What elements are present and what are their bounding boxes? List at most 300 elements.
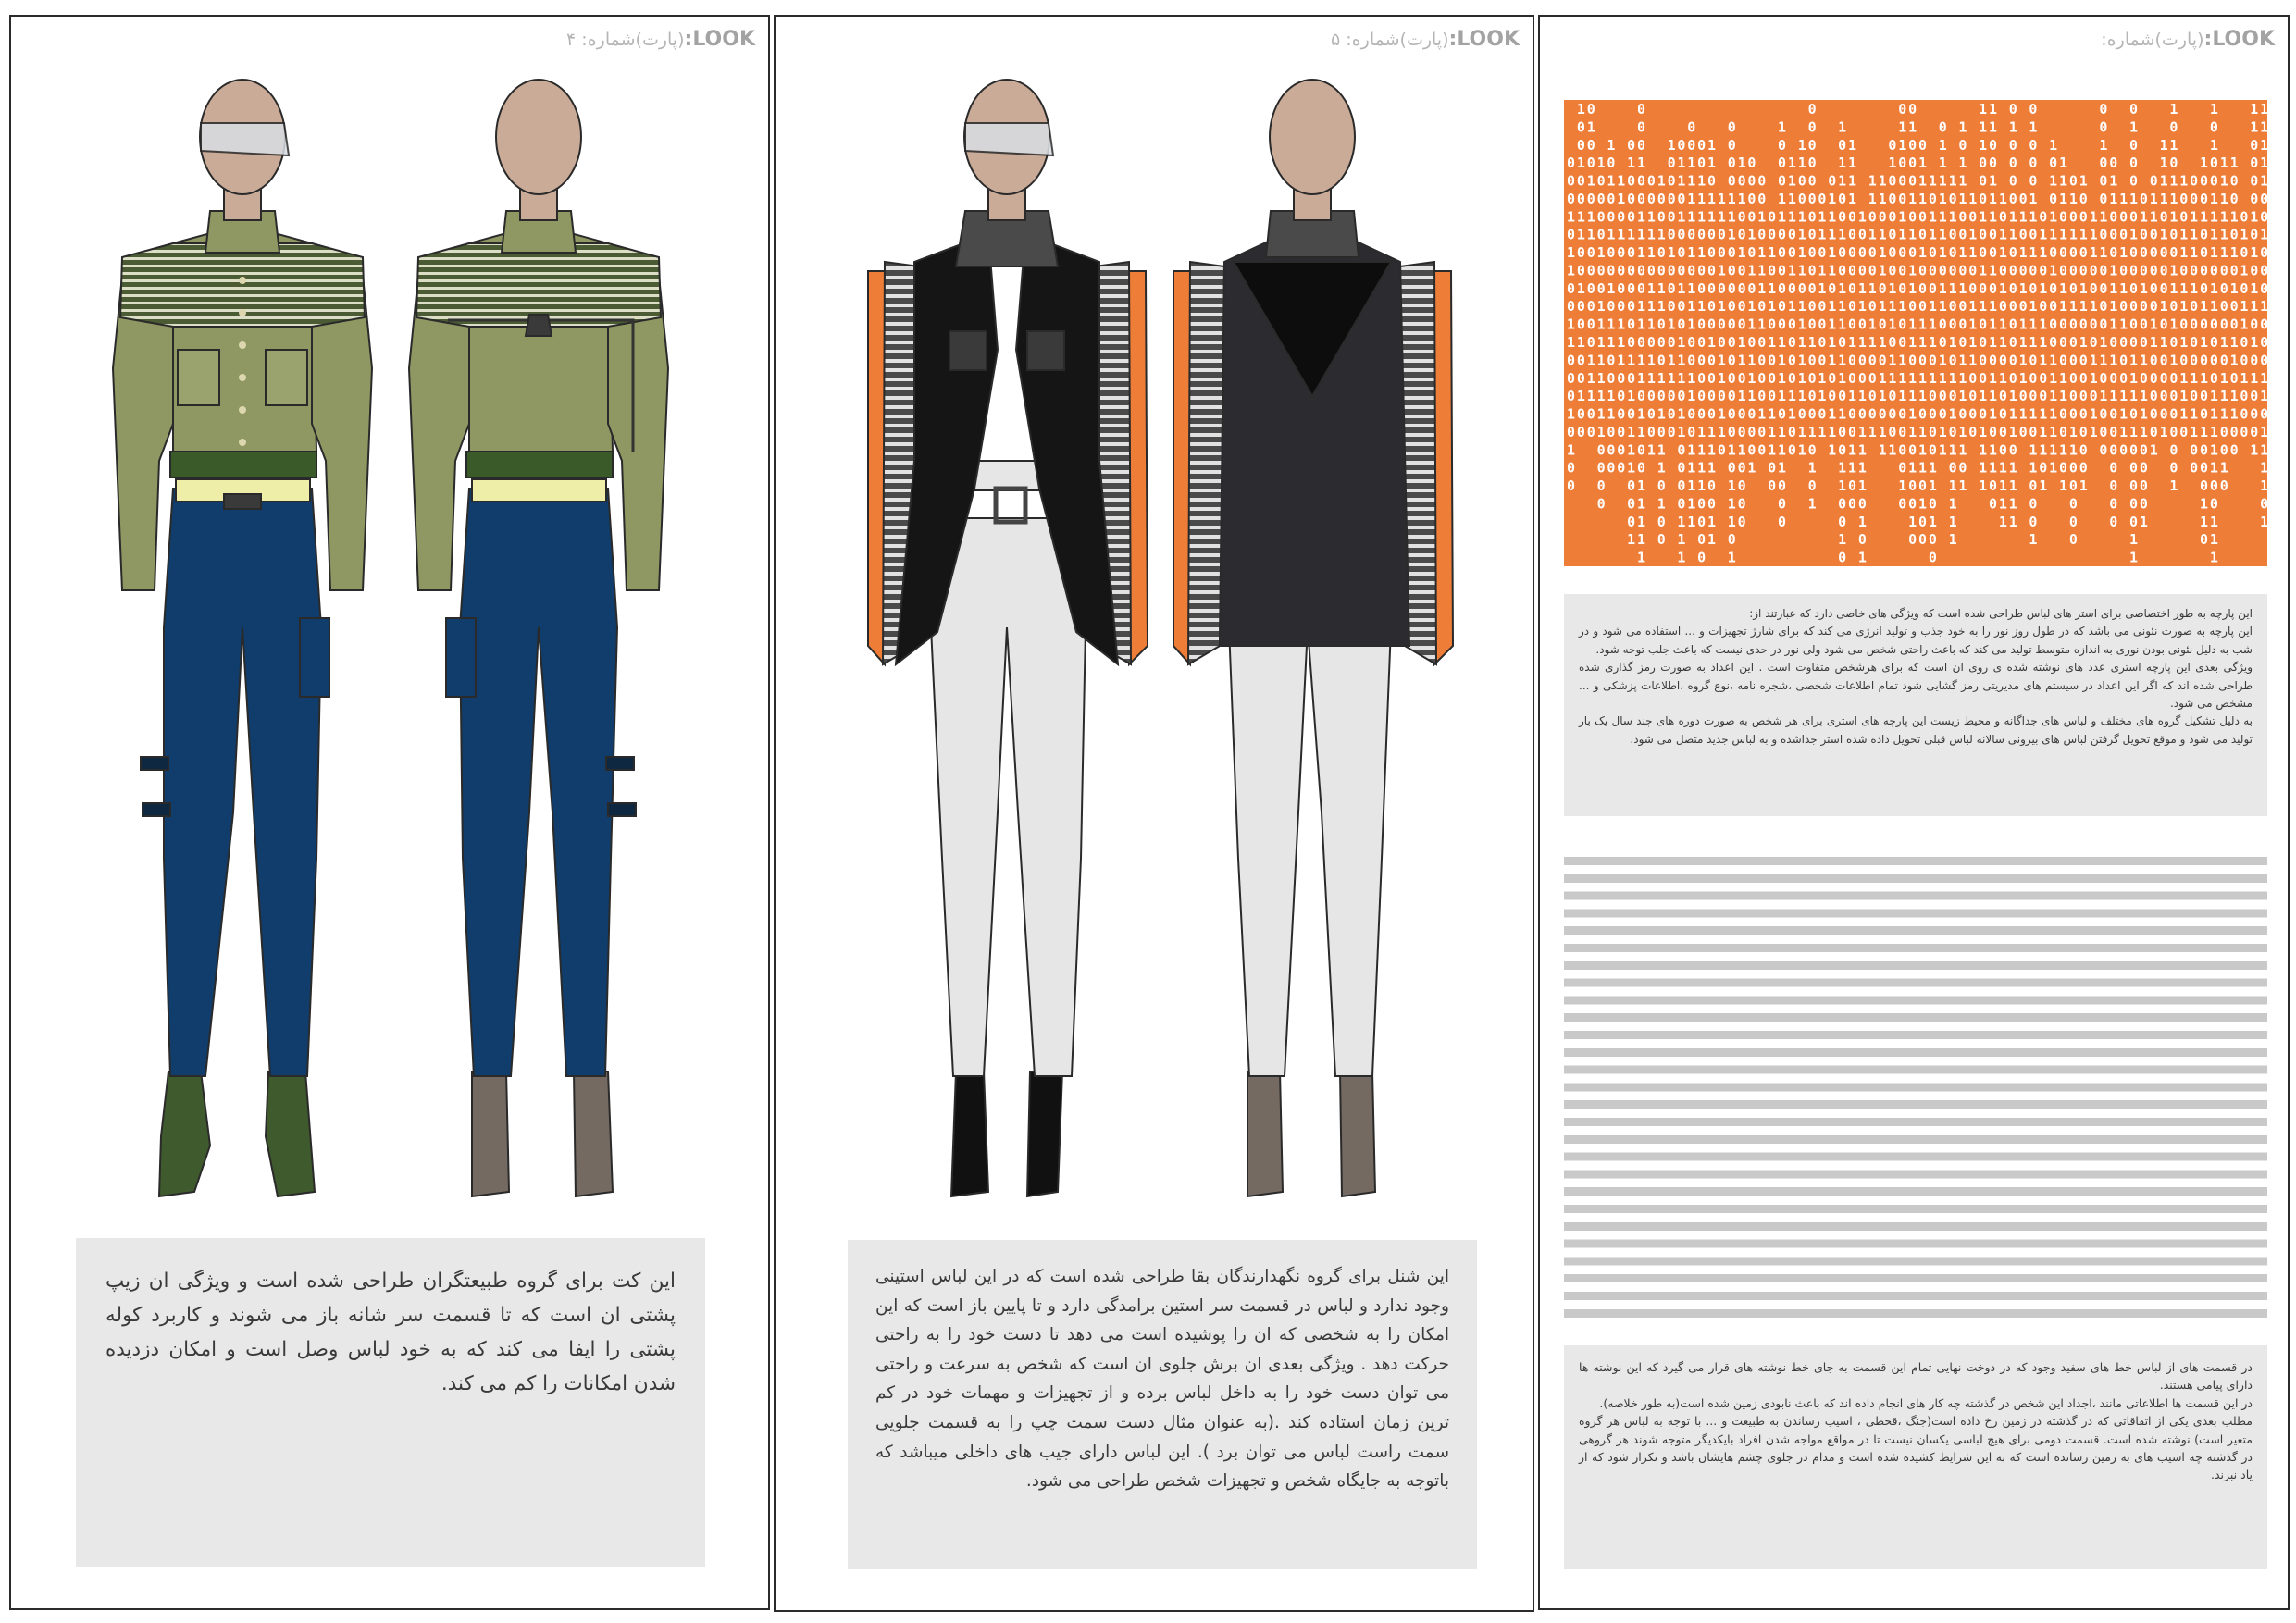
binary-digit: 1 [1979,101,1988,118]
binary-digit: 1 [1868,423,1877,440]
binary-digit: 1 [2089,423,2098,440]
binary-digit: 0 [1888,226,1897,243]
binary-digit: 1 [2179,279,2189,297]
binary-digit: 0 [2119,262,2128,279]
goggles [201,123,289,155]
binary-digit: 0 [2250,405,2259,423]
binary-digit: 0 [1596,172,1606,190]
binary-digit: 0 [1928,495,1937,513]
binary-digit: 1 [1948,477,1957,495]
binary-digit: 0 [1787,244,1796,262]
binary-digit: 0 [1627,334,1636,351]
binary-digit: 1 [1646,441,1656,459]
binary-digit: 0 [2089,388,2098,405]
binary-digit: 1 [1958,190,1967,207]
binary-digit: 0 [2200,531,2209,549]
binary-digit: 1 [1717,369,1726,387]
binary-digit: 0 [2008,155,2017,172]
binary-digit: 0 [1737,369,1746,387]
left-boot [472,1072,509,1196]
binary-digit: 0 [1567,190,1576,207]
binary-digit: 1 [1938,208,1947,226]
binary-digit: 1 [2129,388,2139,405]
binary-digit: 0 [1807,298,1817,316]
left-boot [159,1072,210,1196]
binary-digit: 0 [1697,369,1706,387]
binary-digit: 0 [1979,226,1988,243]
binary-digit: 0 [1898,459,1907,477]
binary-digit: 1 [2049,405,2058,423]
binary-digit: 0 [1697,405,1706,423]
binary-digit: 1 [2149,334,2158,351]
binary-digit: 1 [1998,459,2007,477]
binary-digit: 1 [2109,190,2118,207]
binary-digit: 0 [1646,190,1656,207]
binary-digit: 1 [2219,208,2228,226]
binary-digit: 0 [2129,513,2139,530]
binary-digit: 0 [1576,369,1585,387]
binary-digit: 0 [1657,316,1666,333]
binary-digit: 1 [1948,495,1957,513]
binary-digit: 0 [2200,279,2209,297]
binary-digit: 0 [1627,244,1636,262]
binary-digit: 1 [1908,388,1917,405]
binary-digit: 0 [1646,405,1656,423]
binary-digit: 0 [1848,244,1857,262]
binary-digit: 0 [1938,405,1947,423]
binary-digit: 0 [2099,441,2108,459]
binary-digit: 1 [2260,136,2269,154]
binary-digit: 0 [1627,369,1636,387]
binary-digit: 0 [2079,262,2088,279]
binary-digit: 0 [1567,226,1576,243]
binary-digit: 0 [1857,531,1867,549]
binary-digit: 1 [1778,369,1787,387]
binary-digit: 1 [2209,226,2218,243]
binary-digit: 0 [1747,155,1756,172]
binary-digit: 1 [1868,279,1877,297]
binary-digit: 1 [2139,513,2148,530]
binary-digit: 0 [2200,459,2209,477]
binary-digit: 1 [1878,334,1887,351]
binary-digit: 0 [1567,279,1576,297]
binary-digit: 0 [1878,352,1887,369]
binary-digit: 1 [2099,244,2108,262]
binary-digit: 0 [2119,334,2128,351]
binary-digit: 0 [1888,388,1897,405]
binary-digit: 1 [1857,549,1867,566]
binary-digit: 0 [1868,244,1877,262]
binary-digit: 1 [1596,369,1606,387]
binary-digit: 0 [1737,262,1746,279]
binary-digit: 1 [1677,531,1686,549]
binary-digit: 1 [2250,298,2259,316]
binary-digit: 0 [1747,441,1756,459]
binary-digit: 1 [1596,316,1606,333]
binary-digit: 1 [1747,262,1756,279]
binary-digit: 0 [2139,495,2148,513]
binary-digit: 0 [1989,136,1998,154]
binary-digit: 1 [2159,136,2168,154]
binary-digit: 1 [1908,423,1917,440]
binary-digit: 1 [1938,352,1947,369]
binary-digit: 0 [1747,208,1756,226]
binary-digit: 0 [1627,477,1636,495]
binary-digit: 0 [1757,441,1767,459]
binary-digit: 0 [1567,298,1576,316]
binary-digit: 1 [2209,459,2218,477]
binary-digit: 1 [2008,459,2017,477]
binary-digit: 0 [1968,262,1978,279]
binary-digit: 1 [1928,513,1937,530]
binary-digit: 0 [1596,459,1606,477]
binary-digit: 0 [2068,244,2078,262]
binary-digit: 0 [1908,477,1917,495]
binary-digit: 0 [2240,423,2249,440]
binary-digit: 1 [2219,459,2228,477]
binary-digit: 0 [1576,244,1585,262]
binary-digit: 1 [2109,172,2118,190]
binary-digit: 1 [1908,316,1917,333]
binary-digit: 0 [2039,262,2048,279]
binary-digit: 0 [1617,441,1626,459]
binary-digit: 1 [2260,477,2269,495]
binary-digit: 1 [1697,244,1706,262]
binary-digit: 0 [1807,244,1817,262]
binary-digit: 0 [2109,405,2118,423]
binary-digit: 0 [2029,262,2038,279]
binary-digit: 1 [1918,244,1928,262]
binary-digit: 1 [1918,423,1928,440]
binary-digit: 1 [1717,190,1726,207]
binary-digit: 1 [1898,208,1907,226]
binary-digit: 0 [1567,352,1576,369]
binary-digit: 1 [2159,334,2168,351]
binary-digit: 0 [1958,316,1967,333]
binary-digit: 1 [1838,531,1847,549]
binary-digit: 1 [2029,298,2038,316]
binary-digit: 1 [1687,369,1696,387]
binary-digit: 0 [2068,388,2078,405]
binary-digit: 0 [2190,190,2199,207]
binary-digit: 1 [1768,405,1777,423]
binary-digit: 1 [1818,208,1827,226]
binary-digit: 1 [2068,190,2078,207]
binary-digit: 1 [1918,369,1928,387]
binary-digit: 1 [2169,172,2178,190]
binary-digit: 1 [1637,298,1646,316]
binary-digit: 0 [1576,298,1585,316]
binary-digit: 1 [1596,405,1606,423]
binary-digit: 0 [2229,441,2239,459]
binary-digit: 0 [2049,298,2058,316]
binary-digit: 0 [1627,513,1636,530]
binary-digit: 0 [2068,316,2078,333]
binary-digit: 1 [1838,279,1847,297]
binary-digit: 1 [1737,334,1746,351]
binary-digit: 0 [1637,459,1646,477]
binary-digit: 0 [1868,369,1877,387]
binary-digit: 1 [2029,441,2038,459]
binary-digit: 0 [1768,226,1777,243]
binary-digit: 1 [2169,136,2178,154]
binary-digit: 0 [2209,352,2218,369]
binary-digit: 1 [1838,118,1847,136]
binary-digit: 1 [1677,334,1686,351]
binary-digit: 0 [2179,316,2189,333]
binary-digit: 1 [2018,369,2028,387]
fabric-description-box [1564,594,2267,816]
binary-digit: 1 [2209,190,2218,207]
binary-digit: 0 [2099,279,2108,297]
binary-digit: 0 [2119,352,2128,369]
binary-digit: 0 [1727,369,1736,387]
binary-digit: 1 [1898,369,1907,387]
binary-digit: 0 [1657,262,1666,279]
binary-digit: 0 [1898,262,1907,279]
binary-digit: 0 [2109,155,2118,172]
binary-digit: 1 [2079,477,2088,495]
binary-digit: 0 [2209,316,2218,333]
binary-digit: 0 [2049,279,2058,297]
binary-digit: 0 [1576,352,1585,369]
binary-digit: 1 [1838,405,1847,423]
binary-digit: 0 [1687,334,1696,351]
binary-digit: 1 [2059,369,2068,387]
binary-digit: 0 [1828,388,1837,405]
binary-digit: 0 [2200,388,2209,405]
binary-digit: 1 [1828,298,1837,316]
binary-digit: 0 [1848,369,1857,387]
binary-digit: 0 [1586,136,1595,154]
binary-digit: 0 [2159,369,2168,387]
binary-digit: 1 [2089,244,2098,262]
binary-digit: 0 [2260,352,2269,369]
binary-digit: 1 [1938,136,1947,154]
binary-digit: 0 [1768,477,1777,495]
binary-digit: 0 [1657,334,1666,351]
binary-digit: 1 [2260,441,2269,459]
binary-digit: 1 [2059,477,2068,495]
binary-digit: 0 [1998,441,2007,459]
binary-digit: 0 [1838,208,1847,226]
binary-digit: 0 [2250,136,2259,154]
binary-digit: 1 [1818,423,1827,440]
binary-digit: 1 [1667,316,1676,333]
binary-digit: 0 [1596,262,1606,279]
binary-digit: 1 [2099,334,2108,351]
binary-digit: 1 [1818,279,1827,297]
binary-digit: 0 [2190,172,2199,190]
binary-digit: 1 [1707,136,1717,154]
binary-digit: 0 [1717,279,1726,297]
binary-digit: 1 [2250,244,2259,262]
binary-digit: 0 [1989,244,1998,262]
binary-digit: 0 [1807,172,1817,190]
binary-digit: 0 [1627,262,1636,279]
binary-digit: 0 [1979,190,1988,207]
binary-digit: 0 [1667,226,1676,243]
binary-digit: 1 [2190,279,2199,297]
binary-digit: 0 [1747,279,1756,297]
binary-digit: 1 [1717,405,1726,423]
binary-digit: 0 [2260,316,2269,333]
binary-digit: 1 [1888,279,1897,297]
binary-digit: 1 [1627,423,1636,440]
binary-digit: 0 [2240,388,2249,405]
binary-digit: 0 [1918,477,1928,495]
binary-digit: 0 [1948,298,1957,316]
binary-digit: 1 [2018,334,2028,351]
binary-digit: 0 [1979,244,1988,262]
binary-digit: 1 [1948,369,1957,387]
binary-digit: 0 [2099,190,2108,207]
binary-digit: 1 [1968,334,1978,351]
binary-digits [1564,100,2267,566]
binary-digit: 0 [1968,423,1978,440]
binary-digit: 1 [1567,405,1576,423]
binary-digit: 0 [1989,279,1998,297]
binary-digit: 0 [1607,298,1616,316]
binary-digit: 0 [2079,423,2088,440]
binary-digit: 1 [1607,388,1616,405]
binary-digit: 0 [1838,423,1847,440]
binary-digit: 1 [1586,208,1595,226]
binary-digit: 0 [1576,190,1585,207]
binary-digit: 1 [2059,441,2068,459]
binary-digit: 0 [1848,316,1857,333]
binary-digit: 0 [1646,423,1656,440]
binary-digit: 0 [2099,226,2108,243]
binary-digit: 1 [1627,531,1636,549]
binary-digit: 1 [2079,298,2088,316]
binary-digit: 0 [1697,388,1706,405]
binary-digit: 0 [1848,495,1857,513]
page-header: LOOK:(پارت)شماره: ۴ [566,28,755,51]
binary-digit: 1 [2209,388,2218,405]
binary-digit: 0 [1747,172,1756,190]
binary-digit: 1 [2029,190,2038,207]
binary-digit: 0 [2129,279,2139,297]
binary-digit: 0 [1567,172,1576,190]
binary-digit: 1 [1727,495,1736,513]
binary-digit: 0 [1677,316,1686,333]
binary-digit: 0 [1948,316,1957,333]
binary-digit: 0 [1707,369,1717,387]
binary-digit: 0 [2240,244,2249,262]
binary-digit: 0 [1998,423,2007,440]
binary-digit: 1 [1586,172,1595,190]
binary-digit: 1 [1958,118,1967,136]
binary-digit: 1 [1797,316,1806,333]
binary-digit: 0 [1778,155,1787,172]
binary-digit: 1 [1998,334,2007,351]
binary-digit: 1 [2068,226,2078,243]
binary-digit: 0 [1838,549,1847,566]
binary-digit: 0 [1727,388,1736,405]
binary-digit: 0 [2089,316,2098,333]
binary-digit: 1 [1596,298,1606,316]
binary-digit: 1 [1828,226,1837,243]
binary-digit: 1 [1607,316,1616,333]
binary-digit: 1 [2190,369,2199,387]
binary-digit: 0 [2260,190,2269,207]
binary-digit: 0 [2109,369,2118,387]
binary-digit: 1 [1757,262,1767,279]
binary-digit: 1 [1857,388,1867,405]
binary-digit: 0 [2250,190,2259,207]
binary-digit: 1 [1617,352,1626,369]
binary-digit: 1 [1948,405,1957,423]
binary-digit: 0 [1979,334,1988,351]
back-figure [409,80,668,1196]
binary-digit: 0 [1707,226,1717,243]
binary-digit: 0 [1908,531,1917,549]
fashion-illustration-jacket [11,72,772,1210]
binary-digit: 0 [1908,155,1917,172]
binary-digit: 0 [2250,155,2259,172]
binary-digit: 1 [2219,226,2228,243]
binary-digit: 1 [2018,208,2028,226]
binary-digit: 0 [2159,352,2168,369]
binary-digit: 1 [1948,172,1957,190]
binary-digit: 0 [1677,190,1686,207]
binary-digit: 1 [1768,423,1777,440]
binary-digit: 0 [1768,262,1777,279]
fabric-paragraph: این پارچه به صورت نئونی می باشد که در طول روز نور را به خود جذب و تولید انرژی می کند که برای شارژ تجهیزات و ... استفاده می شود و در شب به دلیل نئونی بودن نوری به اندازه متوسط تولید می کند که باعث راحتی شخص می شود ولی نور در حدی نیست که باعث جلب توجه شود. [1579,625,2253,656]
binary-digit: 0 [2240,279,2249,297]
binary-digit: 0 [1998,352,2007,369]
binary-digit: 1 [1797,244,1806,262]
binary-digit: 1 [1838,352,1847,369]
binary-digit: 0 [1727,352,1736,369]
binary-digit: 1 [2039,244,2048,262]
binary-digit: 0 [2209,118,2218,136]
binary-digit: 0 [1567,369,1576,387]
binary-digit: 1 [2159,226,2168,243]
binary-digit: 1 [1637,549,1646,566]
binary-digit: 0 [1657,531,1666,549]
binary-digit: 1 [1646,208,1656,226]
binary-digit: 1 [1938,244,1947,262]
binary-digit: 1 [1797,423,1806,440]
binary-digit: 1 [1848,190,1857,207]
binary-digit: 1 [1958,388,1967,405]
binary-digit: 0 [1737,208,1746,226]
binary-digit: 0 [2008,298,2017,316]
binary-digit: 0 [1948,190,1957,207]
binary-digit: 0 [1727,136,1736,154]
binary-digit: 1 [1757,279,1767,297]
binary-digit: 0 [1697,262,1706,279]
binary-digit: 0 [1567,388,1576,405]
binary-digit: 0 [2029,155,2038,172]
binary-digit: 1 [2200,423,2209,440]
binary-digit: 0 [1938,118,1947,136]
binary-digit: 0 [2200,352,2209,369]
binary-digit: 0 [2149,279,2158,297]
binary-digit: 1 [2059,298,2068,316]
binary-digit: 0 [2200,405,2209,423]
binary-digit: 1 [2250,101,2259,118]
binary-digit: 0 [1727,279,1736,297]
binary-digit: 1 [1928,298,1937,316]
binary-digit: 1 [2099,208,2108,226]
binary-digit: 0 [1918,298,1928,316]
binary-digit: 1 [2229,334,2239,351]
binary-digit: 1 [1677,423,1686,440]
chest-pocket [266,350,307,405]
